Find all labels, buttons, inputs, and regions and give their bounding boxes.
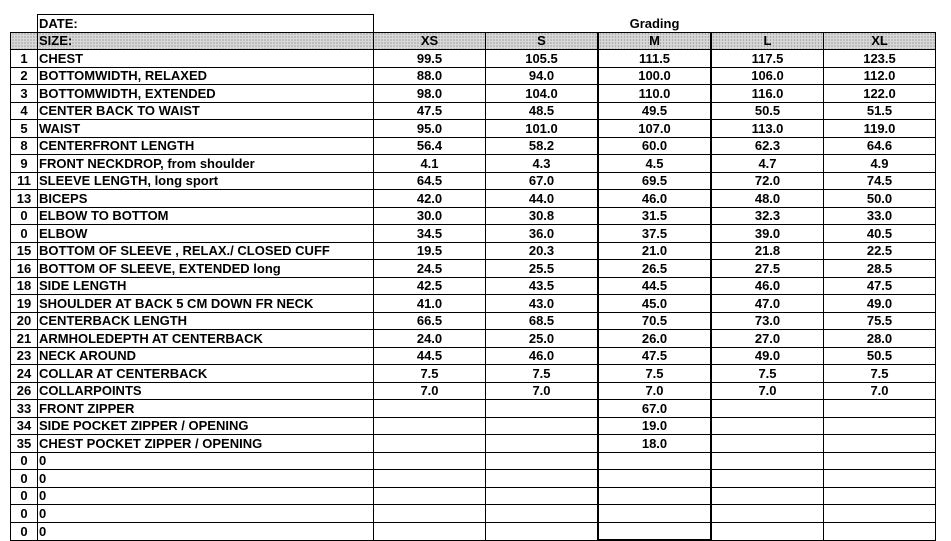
measurement-name-cell[interactable]: ELBOW (38, 225, 374, 243)
grading-label[interactable]: Grading (629, 15, 680, 31)
measurement-row (11, 155, 936, 173)
value-cell-l[interactable]: 48.0 (711, 190, 824, 208)
value-cell-l[interactable]: 47.0 (711, 295, 824, 313)
value-cell-s[interactable]: 67.0 (486, 172, 599, 190)
measurement-name-cell[interactable]: SHOULDER AT BACK 5 CM DOWN FR NECK (38, 295, 374, 313)
value-cell-m[interactable]: 47.5 (598, 347, 711, 365)
value-cell-xl[interactable]: 50.5 (824, 347, 936, 365)
value-cell-s[interactable] (486, 435, 599, 453)
value-cell-m[interactable]: 37.5 (598, 225, 711, 243)
value-cell-l[interactable]: 27.0 (711, 330, 824, 348)
value-cell-xs[interactable]: 47.5 (374, 102, 486, 120)
value-cell-xs[interactable]: 56.4 (374, 137, 486, 155)
measurement-name-cell[interactable]: CENTERFRONT LENGTH (38, 137, 374, 155)
value-cell-m[interactable]: 49.5 (598, 102, 711, 120)
value-cell-xl[interactable] (824, 435, 936, 453)
measurement-name-cell[interactable]: ELBOW TO BOTTOM (38, 207, 374, 225)
date-row (11, 15, 936, 33)
measurement-row (11, 295, 936, 313)
value-cell-m[interactable] (598, 470, 711, 488)
measurement-row (11, 312, 936, 330)
value-cell-xs[interactable] (374, 522, 486, 540)
value-cell-xs[interactable]: 24.5 (374, 260, 486, 278)
value-cell-xs[interactable]: 44.5 (374, 347, 486, 365)
value-cell-l[interactable]: 39.0 (711, 225, 824, 243)
value-cell-l[interactable]: 117.5 (711, 50, 824, 68)
measurement-name-cell[interactable]: BICEPS (38, 190, 374, 208)
value-cell-s[interactable] (486, 400, 599, 418)
value-cell-l[interactable]: 72.0 (711, 172, 824, 190)
value-cell-xl[interactable]: 22.5 (824, 242, 936, 260)
row-number-cell[interactable]: 0 (11, 452, 38, 470)
value-cell-m[interactable]: 111.5 (598, 50, 711, 68)
value-cell-l[interactable] (711, 487, 824, 505)
value-cell-m[interactable]: 4.5 (598, 155, 711, 173)
value-cell-xs[interactable]: 34.5 (374, 225, 486, 243)
row-number-cell[interactable]: 13 (11, 190, 38, 208)
value-cell-s[interactable] (486, 522, 599, 540)
value-cell-m[interactable]: 107.0 (598, 120, 711, 138)
size-header-row (11, 32, 936, 50)
size-header-m[interactable]: M (598, 32, 711, 50)
value-cell-m[interactable]: 60.0 (598, 137, 711, 155)
value-cell-xl[interactable] (824, 452, 936, 470)
row-number-cell[interactable]: 0 (11, 207, 38, 225)
measurement-row (11, 207, 936, 225)
measurement-name-cell[interactable]: SLEEVE LENGTH, long sport (38, 172, 374, 190)
measurement-row (11, 225, 936, 243)
value-cell-xs[interactable]: 42.0 (374, 190, 486, 208)
measurement-name-cell[interactable]: SIDE LENGTH (38, 277, 374, 295)
value-cell-m[interactable]: 110.0 (598, 85, 711, 103)
value-cell-l[interactable]: 27.5 (711, 260, 824, 278)
measurement-row (11, 137, 936, 155)
measurement-row (11, 120, 936, 138)
value-cell-xl[interactable]: 122.0 (824, 85, 936, 103)
value-cell-xl[interactable]: 28.0 (824, 330, 936, 348)
value-cell-l[interactable]: 7.0 (711, 382, 824, 400)
value-cell-s[interactable]: 46.0 (486, 347, 599, 365)
measurement-name-cell[interactable]: 0 (38, 505, 374, 523)
value-cell-m[interactable]: 26.5 (598, 260, 711, 278)
measurement-row (11, 85, 936, 103)
value-cell-xl[interactable] (824, 487, 936, 505)
measurement-row (11, 67, 936, 85)
value-cell-m[interactable] (598, 487, 711, 505)
value-cell-m[interactable]: 44.5 (598, 277, 711, 295)
value-cell-xl[interactable]: 28.5 (824, 260, 936, 278)
value-cell-l[interactable] (711, 417, 824, 435)
row-number-cell[interactable]: 24 (11, 365, 38, 383)
row-number-cell[interactable]: 26 (11, 382, 38, 400)
value-cell-xs[interactable]: 64.5 (374, 172, 486, 190)
measurement-row (11, 487, 936, 505)
value-cell-m[interactable]: 67.0 (598, 400, 711, 418)
measurement-row (11, 102, 936, 120)
value-cell-xs[interactable]: 42.5 (374, 277, 486, 295)
row-number-cell[interactable]: 9 (11, 155, 38, 173)
value-cell-s[interactable]: 43.0 (486, 295, 599, 313)
measurement-row (11, 435, 936, 453)
measurement-name-cell[interactable]: 0 (38, 522, 374, 540)
blank-cell[interactable] (824, 15, 936, 33)
value-cell-l[interactable] (711, 505, 824, 523)
value-cell-m[interactable] (598, 452, 711, 470)
value-cell-m[interactable]: 19.0 (598, 417, 711, 435)
value-cell-m[interactable]: 7.0 (598, 382, 711, 400)
value-cell-s[interactable] (486, 417, 599, 435)
measurement-name-cell[interactable]: NECK AROUND (38, 347, 374, 365)
value-cell-m[interactable]: 21.0 (598, 242, 711, 260)
value-cell-xs[interactable]: 88.0 (374, 67, 486, 85)
row-number-cell[interactable]: 5 (11, 120, 38, 138)
value-cell-m[interactable]: 18.0 (598, 435, 711, 453)
value-cell-xs[interactable]: 41.0 (374, 295, 486, 313)
value-cell-l[interactable] (711, 522, 824, 540)
value-cell-xs[interactable]: 95.0 (374, 120, 486, 138)
row-number-cell[interactable]: 23 (11, 347, 38, 365)
row-number-cell[interactable]: 11 (11, 172, 38, 190)
value-cell-xs[interactable]: 7.0 (374, 382, 486, 400)
measurement-name-cell[interactable]: SIDE POCKET ZIPPER / OPENING (38, 417, 374, 435)
value-cell-m[interactable]: 70.5 (598, 312, 711, 330)
value-cell-m[interactable]: 100.0 (598, 67, 711, 85)
value-cell-xl[interactable]: 75.5 (824, 312, 936, 330)
measurement-row (11, 417, 936, 435)
measurement-name-cell[interactable]: FRONT ZIPPER (38, 400, 374, 418)
measurement-table (10, 14, 936, 541)
value-cell-xl[interactable]: 4.9 (824, 155, 936, 173)
value-cell-s[interactable]: 25.0 (486, 330, 599, 348)
value-cell-s[interactable] (486, 487, 599, 505)
value-cell-s[interactable]: 94.0 (486, 67, 599, 85)
measurement-row (11, 347, 936, 365)
value-cell-l[interactable]: 21.8 (711, 242, 824, 260)
value-cell-s[interactable]: 43.5 (486, 277, 599, 295)
size-label-cell[interactable]: SIZE: (38, 32, 374, 50)
value-cell-xs[interactable] (374, 400, 486, 418)
value-cell-xs[interactable]: 98.0 (374, 85, 486, 103)
row-number-cell[interactable]: 20 (11, 312, 38, 330)
value-cell-xl[interactable] (824, 417, 936, 435)
value-cell-xs[interactable]: 30.0 (374, 207, 486, 225)
size-header-l[interactable]: L (711, 32, 824, 50)
value-cell-xs[interactable]: 24.0 (374, 330, 486, 348)
measurement-row (11, 190, 936, 208)
value-cell-xl[interactable]: 74.5 (824, 172, 936, 190)
value-cell-xl[interactable] (824, 470, 936, 488)
value-cell-xs[interactable] (374, 417, 486, 435)
value-cell-s[interactable] (486, 452, 599, 470)
row-number-cell[interactable]: 35 (11, 435, 38, 453)
value-cell-xl[interactable]: 7.5 (824, 365, 936, 383)
measurement-row (11, 260, 936, 278)
measurement-name-cell[interactable]: 0 (38, 470, 374, 488)
row-number-cell[interactable]: 0 (11, 470, 38, 488)
value-cell-s[interactable]: 25.5 (486, 260, 599, 278)
row-number-cell[interactable]: 0 (11, 505, 38, 523)
value-cell-s[interactable] (486, 505, 599, 523)
value-cell-s[interactable]: 48.5 (486, 102, 599, 120)
value-cell-m[interactable]: 69.5 (598, 172, 711, 190)
measurement-name-cell[interactable]: BOTTOM OF SLEEVE, EXTENDED long (38, 260, 374, 278)
row-number-cell[interactable]: 33 (11, 400, 38, 418)
value-cell-xl[interactable]: 50.0 (824, 190, 936, 208)
measurement-name-cell[interactable]: BOTTOMWIDTH, RELAXED (38, 67, 374, 85)
value-cell-l[interactable] (711, 470, 824, 488)
measurement-name-cell[interactable]: BOTTOMWIDTH, EXTENDED (38, 85, 374, 103)
size-row-index-cell[interactable] (11, 32, 38, 50)
measurement-name-cell[interactable]: CENTERBACK LENGTH (38, 312, 374, 330)
value-cell-s[interactable]: 7.0 (486, 382, 599, 400)
value-cell-xl[interactable] (824, 400, 936, 418)
grading-spreadsheet (10, 14, 936, 541)
row-number-cell[interactable]: 3 (11, 85, 38, 103)
value-cell-s[interactable]: 58.2 (486, 137, 599, 155)
value-cell-m[interactable]: 7.5 (598, 365, 711, 383)
value-cell-xl[interactable]: 47.5 (824, 277, 936, 295)
row-number-cell[interactable]: 0 (11, 225, 38, 243)
measurement-name-cell[interactable]: CENTER BACK TO WAIST (38, 102, 374, 120)
row-number-cell[interactable]: 4 (11, 102, 38, 120)
value-cell-s[interactable]: 44.0 (486, 190, 599, 208)
row-number-cell[interactable]: 19 (11, 295, 38, 313)
measurement-name-cell[interactable]: ARMHOLEDEPTH AT CENTERBACK (38, 330, 374, 348)
size-header-xs[interactable]: XS (374, 32, 486, 50)
row-number-cell[interactable]: 34 (11, 417, 38, 435)
value-cell-xl[interactable]: 51.5 (824, 102, 936, 120)
value-cell-xl[interactable] (824, 522, 936, 540)
value-cell-l[interactable] (711, 400, 824, 418)
row-number-cell[interactable]: 2 (11, 67, 38, 85)
value-cell-xl[interactable]: 119.0 (824, 120, 936, 138)
value-cell-xs[interactable] (374, 505, 486, 523)
row-number-cell[interactable]: 18 (11, 277, 38, 295)
value-cell-l[interactable]: 46.0 (711, 277, 824, 295)
value-cell-xl[interactable]: 7.0 (824, 382, 936, 400)
value-cell-s[interactable]: 68.5 (486, 312, 599, 330)
value-cell-l[interactable]: 73.0 (711, 312, 824, 330)
measurement-name-cell[interactable]: CHEST POCKET ZIPPER / OPENING (38, 435, 374, 453)
measurement-row (11, 365, 936, 383)
measurement-row (11, 400, 936, 418)
value-cell-s[interactable]: 105.5 (486, 50, 599, 68)
row-number-cell[interactable]: 0 (11, 487, 38, 505)
measurement-row (11, 452, 936, 470)
measurement-row (11, 330, 936, 348)
date-label-cell[interactable]: DATE: (38, 15, 374, 33)
value-cell-l[interactable]: 50.5 (711, 102, 824, 120)
blank-cell[interactable] (486, 15, 599, 33)
measurement-name-cell[interactable]: BOTTOM OF SLEEVE , RELAX./ CLOSED CUFF (38, 242, 374, 260)
row-number-cell[interactable]: 1 (11, 50, 38, 68)
measurement-row (11, 172, 936, 190)
row-number-cell[interactable]: 21 (11, 330, 38, 348)
measurement-name-cell[interactable]: 0 (38, 452, 374, 470)
measurement-name-cell[interactable]: FRONT NECKDROP, from shoulder (38, 155, 374, 173)
value-cell-xs[interactable]: 66.5 (374, 312, 486, 330)
value-cell-l[interactable]: 62.3 (711, 137, 824, 155)
measurement-row (11, 50, 936, 68)
blank-cell[interactable] (711, 15, 824, 33)
value-cell-s[interactable]: 101.0 (486, 120, 599, 138)
measurement-name-cell[interactable]: WAIST (38, 120, 374, 138)
value-cell-xl[interactable]: 40.5 (824, 225, 936, 243)
row-number-cell[interactable]: 16 (11, 260, 38, 278)
value-cell-xl[interactable]: 123.5 (824, 50, 936, 68)
value-cell-xl[interactable] (824, 505, 936, 523)
value-cell-m[interactable]: 26.0 (598, 330, 711, 348)
value-cell-s[interactable]: 104.0 (486, 85, 599, 103)
value-cell-xs[interactable] (374, 435, 486, 453)
row-number-cell[interactable]: 15 (11, 242, 38, 260)
value-cell-l[interactable]: 116.0 (711, 85, 824, 103)
size-header-s[interactable]: S (486, 32, 599, 50)
value-cell-s[interactable]: 4.3 (486, 155, 599, 173)
row-number-cell[interactable]: 8 (11, 137, 38, 155)
value-cell-l[interactable]: 106.0 (711, 67, 824, 85)
value-cell-xs[interactable] (374, 470, 486, 488)
value-cell-xl[interactable]: 112.0 (824, 67, 936, 85)
measurement-row (11, 277, 936, 295)
value-cell-m[interactable]: 46.0 (598, 190, 711, 208)
measurement-row (11, 522, 936, 540)
date-row-index-cell[interactable] (11, 15, 38, 33)
value-cell-s[interactable] (486, 470, 599, 488)
value-cell-l[interactable]: 32.3 (711, 207, 824, 225)
value-cell-xs[interactable] (374, 452, 486, 470)
measurement-name-cell[interactable]: CHEST (38, 50, 374, 68)
measurement-name-cell[interactable]: COLLAR AT CENTERBACK (38, 365, 374, 383)
size-header-xl[interactable]: XL (824, 32, 936, 50)
blank-cell[interactable] (374, 15, 486, 33)
value-cell-s[interactable]: 20.3 (486, 242, 599, 260)
value-cell-xs[interactable]: 99.5 (374, 50, 486, 68)
measurement-row (11, 470, 936, 488)
value-cell-m[interactable] (598, 522, 711, 540)
value-cell-l[interactable]: 7.5 (711, 365, 824, 383)
value-cell-xl[interactable]: 33.0 (824, 207, 936, 225)
measurement-row (11, 505, 936, 523)
value-cell-xl[interactable]: 64.6 (824, 137, 936, 155)
value-cell-xs[interactable] (374, 487, 486, 505)
value-cell-l[interactable] (711, 452, 824, 470)
value-cell-m[interactable] (598, 505, 711, 523)
value-cell-xs[interactable]: 4.1 (374, 155, 486, 173)
value-cell-xl[interactable]: 49.0 (824, 295, 936, 313)
value-cell-l[interactable]: 113.0 (711, 120, 824, 138)
value-cell-s[interactable]: 30.8 (486, 207, 599, 225)
measurement-row (11, 242, 936, 260)
value-cell-l[interactable]: 49.0 (711, 347, 824, 365)
value-cell-m[interactable]: 45.0 (598, 295, 711, 313)
row-number-cell[interactable]: 0 (11, 522, 38, 540)
measurement-row (11, 382, 936, 400)
measurement-name-cell[interactable]: 0 (38, 487, 374, 505)
value-cell-m[interactable]: 31.5 (598, 207, 711, 225)
value-cell-xs[interactable]: 19.5 (374, 242, 486, 260)
value-cell-s[interactable]: 7.5 (486, 365, 599, 383)
value-cell-s[interactable]: 36.0 (486, 225, 599, 243)
value-cell-xs[interactable]: 7.5 (374, 365, 486, 383)
value-cell-l[interactable] (711, 435, 824, 453)
value-cell-l[interactable]: 4.7 (711, 155, 824, 173)
measurement-name-cell[interactable]: COLLARPOINTS (38, 382, 374, 400)
